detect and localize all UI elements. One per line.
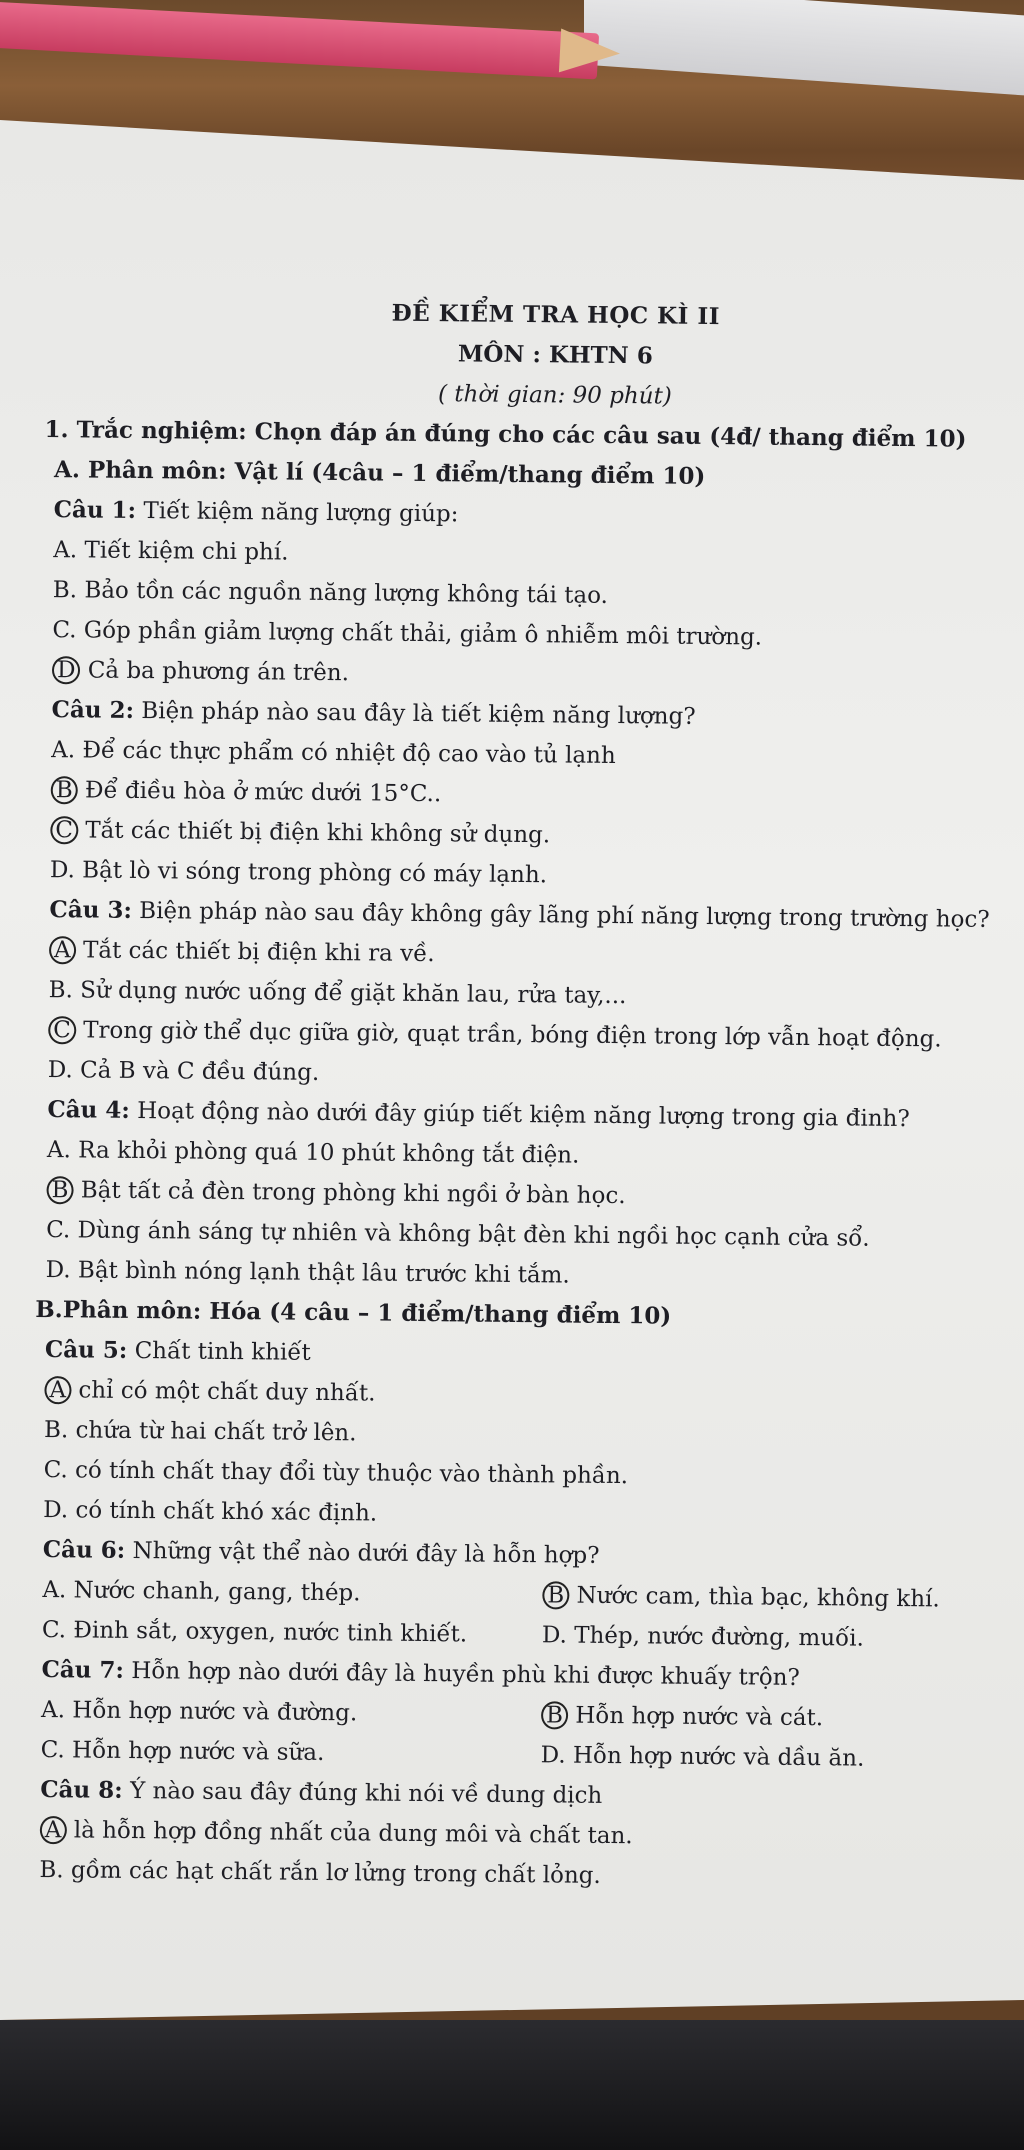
option-text: Hỗn hợp nước và dầu ăn. (572, 1742, 865, 1772)
question-text: Ý nào sau đây đúng khi nói về dung dịch (129, 1777, 603, 1809)
option-letter-circled: A (49, 936, 76, 964)
option-letter: A. (53, 537, 78, 564)
option-6b (542, 1575, 940, 1619)
question-text: Hoạt động nào dưới đây giúp tiết kiệm năng lượng trong gia đinh? (137, 1098, 910, 1133)
option-6d (542, 1615, 864, 1658)
option-7a (41, 1690, 541, 1735)
question-text: Biện pháp nào sau đây không gây lãng phí năng lượng trong trường học? (139, 898, 990, 933)
option-letter: D. (49, 857, 75, 884)
option-letter: D. (47, 1057, 73, 1084)
question-label: Câu 6: (42, 1536, 126, 1564)
exam-time: ( thời gian: 90 phút) (437, 381, 672, 410)
option-letter: B. (39, 1857, 64, 1884)
option-text: Tiết kiệm chi phí. (84, 537, 289, 566)
option-text: Bật lò vi sóng trong phòng có máy lạnh. (82, 857, 548, 889)
option-text: Nước cam, thìa bạc, không khí. (576, 1582, 940, 1613)
option-text: Sử dụng nước uống để giặt khăn lau, rửa tay,... (80, 977, 627, 1010)
question-label: Câu 2: (51, 696, 135, 724)
question-label: Câu 3: (49, 896, 133, 924)
option-letter-circled: C (48, 1016, 76, 1044)
option-text: Cả B và C đều đúng. (79, 1057, 320, 1086)
option-letter-circled: B (542, 1581, 569, 1609)
option-text: Tắt các thiết bị điện khi ra về. (82, 937, 435, 968)
option-text: Để điều hòa ở mức dưới 15°C.. (84, 777, 442, 808)
option-letter: A. (42, 1577, 67, 1604)
option-text: Góp phần giảm lượng chất thải, giảm ô nhiễm môi trường. (83, 617, 763, 651)
option-letter: A. (46, 1137, 72, 1164)
option-text: gồm các hạt chất rắn lơ lửng trong chất lỏng. (70, 1857, 601, 1889)
option-letter-circled: B (51, 776, 78, 804)
option-text: Bật tất cả đèn trong phòng khi ngồi ở bàn học. (80, 1177, 626, 1210)
exam-content (29, 290, 1006, 1900)
option-text: Ra khỏi phòng quá 10 phút không tắt điện. (78, 1137, 580, 1169)
exam-subject: MÔN : KHTN 6 (457, 340, 653, 370)
exam-title: ĐỀ KIỂM TRA HỌC KÌ II (391, 299, 721, 331)
option-text: chứa từ hai chất trở lên. (75, 1417, 357, 1447)
option-text: Nước chanh, gang, thép. (73, 1577, 361, 1607)
option-text: là hỗn hợp đồng nhất của dung môi và chất tan. (73, 1817, 633, 1850)
option-letter: C. (46, 1217, 71, 1244)
option-text: Để các thực phẩm có nhiệt độ cao vào tủ lạnh (82, 737, 616, 769)
option-text: chỉ có một chất duy nhất. (78, 1377, 376, 1407)
option-text: có tính chất khó xác định. (75, 1497, 378, 1527)
option-letter: A. (40, 1697, 66, 1724)
option-letter-circled: C (50, 816, 78, 844)
option-text: Hỗn hợp nước và sữa. (71, 1737, 325, 1766)
option-letter: B. (48, 977, 74, 1004)
question-text: Biện pháp nào sau đây là tiết kiệm năng lượng? (141, 698, 696, 730)
option-7d (540, 1735, 864, 1778)
option-text: Cả ba phương án trên. (87, 657, 350, 687)
option-letter: A. (51, 737, 76, 764)
option-text: Bật bình nóng lạnh thật lâu trước khi tắm. (77, 1257, 570, 1289)
option-letter: C. (41, 1617, 67, 1644)
option-6a (42, 1570, 542, 1615)
option-text: Hỗn hợp nước và đường. (72, 1697, 358, 1727)
option-letter: C. (52, 617, 77, 644)
option-letter: B. (52, 577, 78, 604)
option-7b (541, 1695, 823, 1738)
option-7c (41, 1730, 541, 1775)
option-letter: D. (43, 1497, 69, 1524)
option-letter: C. (43, 1457, 68, 1484)
option-text: Hỗn hợp nước và cát. (575, 1702, 824, 1732)
option-letter: C. (40, 1737, 65, 1764)
section-a-heading: A. Phân môn: Vật lí (4câu – 1 điểm/thang điểm 10) (53, 456, 706, 490)
option-letter-circled: B (541, 1701, 568, 1729)
option-6c (42, 1610, 542, 1655)
part1-heading: 1. Trắc nghiệm: Chọn đáp án đúng cho các câu sau (4đ/ thang điểm 10) (44, 415, 967, 453)
question-text: Chất tinh khiết (134, 1337, 311, 1366)
option-text: Tắt các thiết bị điện khi không sử dụng. (85, 817, 551, 849)
question-label: Câu 5: (44, 1336, 128, 1364)
section-b-heading: B.Phân môn: Hóa (4 câu – 1 điểm/thang điểm 10) (35, 1295, 672, 1330)
option-letter-circled: A (40, 1816, 67, 1844)
question-text: Tiết kiệm năng lượng giúp: (143, 498, 459, 528)
question-label: Câu 4: (47, 1096, 130, 1124)
question-label: Câu 1: (53, 496, 137, 524)
option-letter-circled: A (44, 1376, 71, 1404)
question-text: Hỗn hợp nào dưới đây là huyền phù khi được khuấy trộn? (131, 1657, 800, 1691)
option-letter: D. (540, 1742, 566, 1769)
question-text: Những vật thể nào dưới đây là hỗn hợp? (132, 1537, 600, 1569)
option-letter: D. (541, 1622, 568, 1649)
option-text: có tính chất thay đổi tùy thuộc vào thành phần. (74, 1457, 629, 1490)
question-label: Câu 8: (40, 1776, 123, 1804)
option-letter: D. (45, 1257, 71, 1284)
option-text: Bảo tồn các nguồn năng lượng không tái tạo. (84, 577, 609, 609)
option-text: Thép, nước đường, muối. (574, 1622, 864, 1652)
bottom-shadow (0, 2020, 1024, 2150)
question-label: Câu 7: (41, 1656, 125, 1684)
option-letter-circled: D (52, 656, 81, 684)
option-text: Dùng ánh sáng tự nhiên và không bật đèn khi ngồi học cạnh cửa sổ. (77, 1217, 870, 1252)
pencil-tip (559, 28, 621, 75)
option-letter-circled: B (46, 1176, 73, 1204)
option-text: Trong giờ thể dục giữa giờ, quạt trần, bóng điện trong lớp vẫn hoạt động. (83, 1017, 942, 1053)
option-text: Đinh sắt, oxygen, nước tinh khiết. (73, 1617, 468, 1648)
option-letter: B. (43, 1417, 69, 1444)
